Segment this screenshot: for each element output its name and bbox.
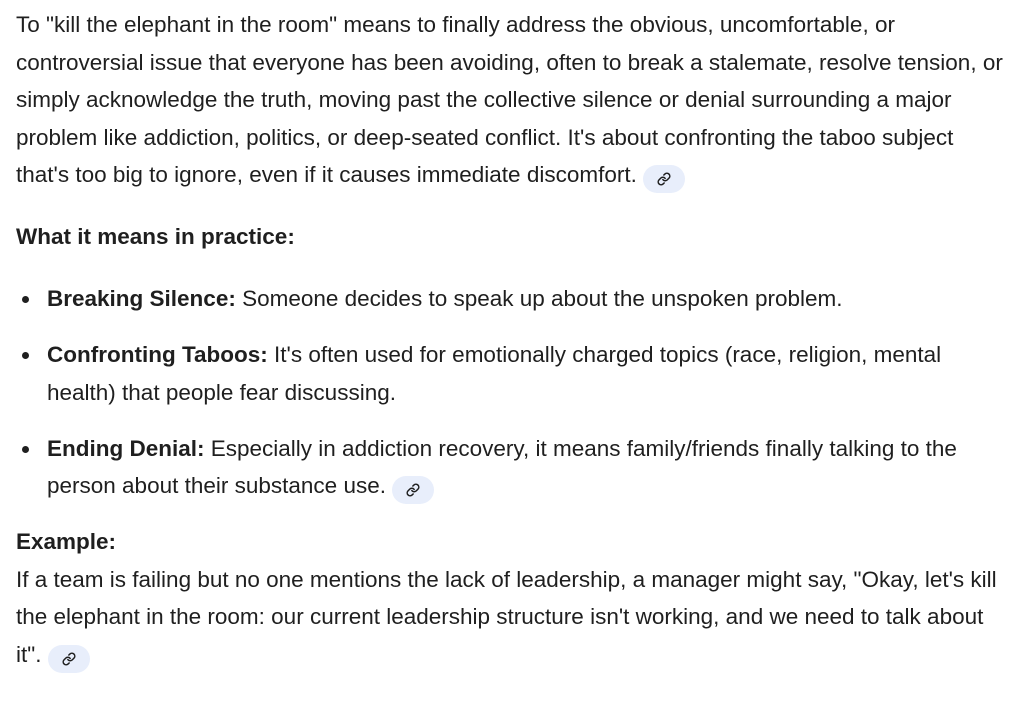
- example-paragraph: [16, 561, 1006, 674]
- list-item-text: Someone decides to speak up about the unspoken problem.: [235, 286, 843, 311]
- list-item: [16, 336, 1008, 411]
- intro-paragraph: [16, 6, 1006, 194]
- practice-list: [16, 280, 1008, 505]
- link-icon: [62, 652, 76, 666]
- link-icon: [406, 483, 420, 497]
- list-item-term: Breaking Silence:: [47, 286, 236, 311]
- source-link-chip[interactable]: [643, 165, 685, 193]
- list-item-term: Confronting Taboos:: [47, 342, 268, 367]
- example-heading: Example:: [16, 529, 117, 554]
- list-item-text: It's often used for emotionally charged topics (race, religion, mental health) that people fear discussing.: [47, 342, 942, 405]
- list-item: [16, 280, 1008, 318]
- list-item: [16, 430, 1008, 505]
- source-link-chip[interactable]: [48, 645, 90, 673]
- example-text: If a team is failing but no one mentions the lack of leadership, a manager might say, "Okay, let's kill the elephant in the room: our current leadership structure isn't working, and we need to talk about it".: [16, 566, 997, 667]
- list-item-term: Ending Denial:: [47, 435, 205, 461]
- link-icon: [657, 172, 671, 186]
- list-item-text: Especially in addiction recovery, it means family/friends finally talking to the person about their substance use.: [47, 435, 957, 498]
- intro-text: To "kill the elephant in the room" means to finally address the obvious, uncomfortable, or controversial issue that everyone has been avoiding, often to break a stalemate, resolve tension, or simply acknowledge the truth, moving past the collective silence or denial surrounding a major problem like addiction, politics, or deep-seated conflict. It's about confronting the taboo subject that's too big to ignore, even if it causes immediate discomfort.: [16, 12, 1003, 187]
- practice-heading: What it means in practice:: [16, 223, 295, 249]
- source-link-chip[interactable]: [392, 476, 434, 504]
